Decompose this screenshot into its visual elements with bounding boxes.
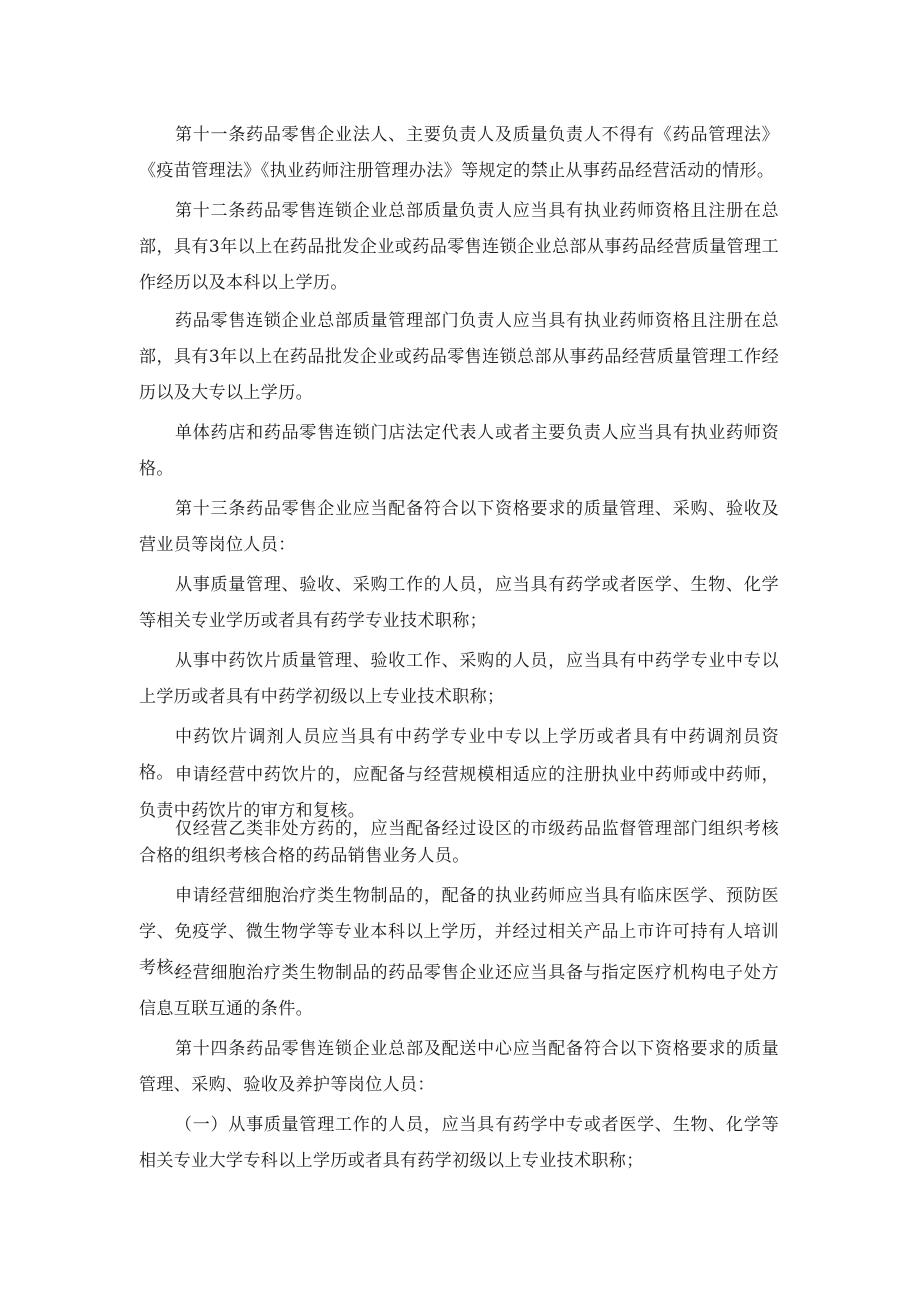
paragraph-store-legal-rep: 单体药店和药品零售连锁门店法定代表人或者主要负责人应当具有执业药师资格。 xyxy=(139,423,779,479)
paragraph-tcm-qa-staff: 从事中药饮片质量管理、验收工作、采购的人员，应当具有中药学专业中专以上学历或者具有中药学初级以上专业技术职称； xyxy=(139,651,779,707)
paragraph-cell-therapy-eprescription: 经营细胞治疗类生物制品的药品零售企业还应当具备与指定医疗机构电子处方信息互联互通的条件。 xyxy=(139,963,779,1019)
paragraph-article-12: 第十二条药品零售连锁企业总部质量负责人应当具有执业药师资格且注册在总部，具有3年以上在药品批发企业或药品零售连锁企业总部从事药品经营质量管理工作经历以及本科以上学历。 xyxy=(139,201,779,293)
paragraph-otc-b-sales: 仅经营乙类非处方药的，应当配备经过设区的市级药品监督管理部门组织考核合格的组织考核合格的药品销售业务人员。 xyxy=(139,819,779,866)
paragraph-item-1: （一）从事质量管理工作的人员，应当具有药学中专或者医学、生物、化学等相关专业大学专科以上学历或者具有药学初级以上专业技术职称； xyxy=(139,1115,779,1171)
paragraph-article-14: 第十四条药品零售连锁企业总部及配送中心应当配备符合以下资格要求的质量管理、采购、验收及养护等岗位人员： xyxy=(139,1039,779,1095)
paragraph-tcm-dispenser: 中药饮片调剂人员应当具有中药学专业中专以上学历或者具有中药调剂员资格。 xyxy=(139,727,779,783)
paragraph-cell-therapy-pharmacist: 申请经营细胞治疗类生物制品的，配备的执业药师应当具有临床医学、预防医学、免疫学、微生物学等专业本科以上学历，并经过相关产品上市许可持有人培训考核。 xyxy=(139,886,779,978)
paragraph-article-13: 第十三条药品零售企业应当配备符合以下资格要求的质量管理、采购、验收及营业员等岗位人员： xyxy=(139,499,779,555)
paragraph-tcm-pharmacist: 申请经营中药饮片的，应配备与经营规模相适应的注册执业中药师或中药师，负责中药饮片的审方和复核。 xyxy=(139,765,779,821)
paragraph-qa-staff: 从事质量管理、验收、采购工作的人员，应当具有药学或者医学、生物、化学等相关专业学历或者具有药学专业技术职称； xyxy=(139,575,779,631)
paragraph-hq-quality-dept-head: 药品零售连锁企业总部质量管理部门负责人应当具有执业药师资格且注册在总部，具有3年以上在药品批发企业或药品零售连锁总部从事药品经营质量管理工作经历以及大专以上学历。 xyxy=(139,311,779,403)
paragraph-article-11: 第十一条药品零售企业法人、主要负责人及质量负责人不得有《药品管理法》《疫苗管理法》《执业药师注册管理办法》等规定的禁止从事药品经营活动的情形。 xyxy=(139,125,779,181)
